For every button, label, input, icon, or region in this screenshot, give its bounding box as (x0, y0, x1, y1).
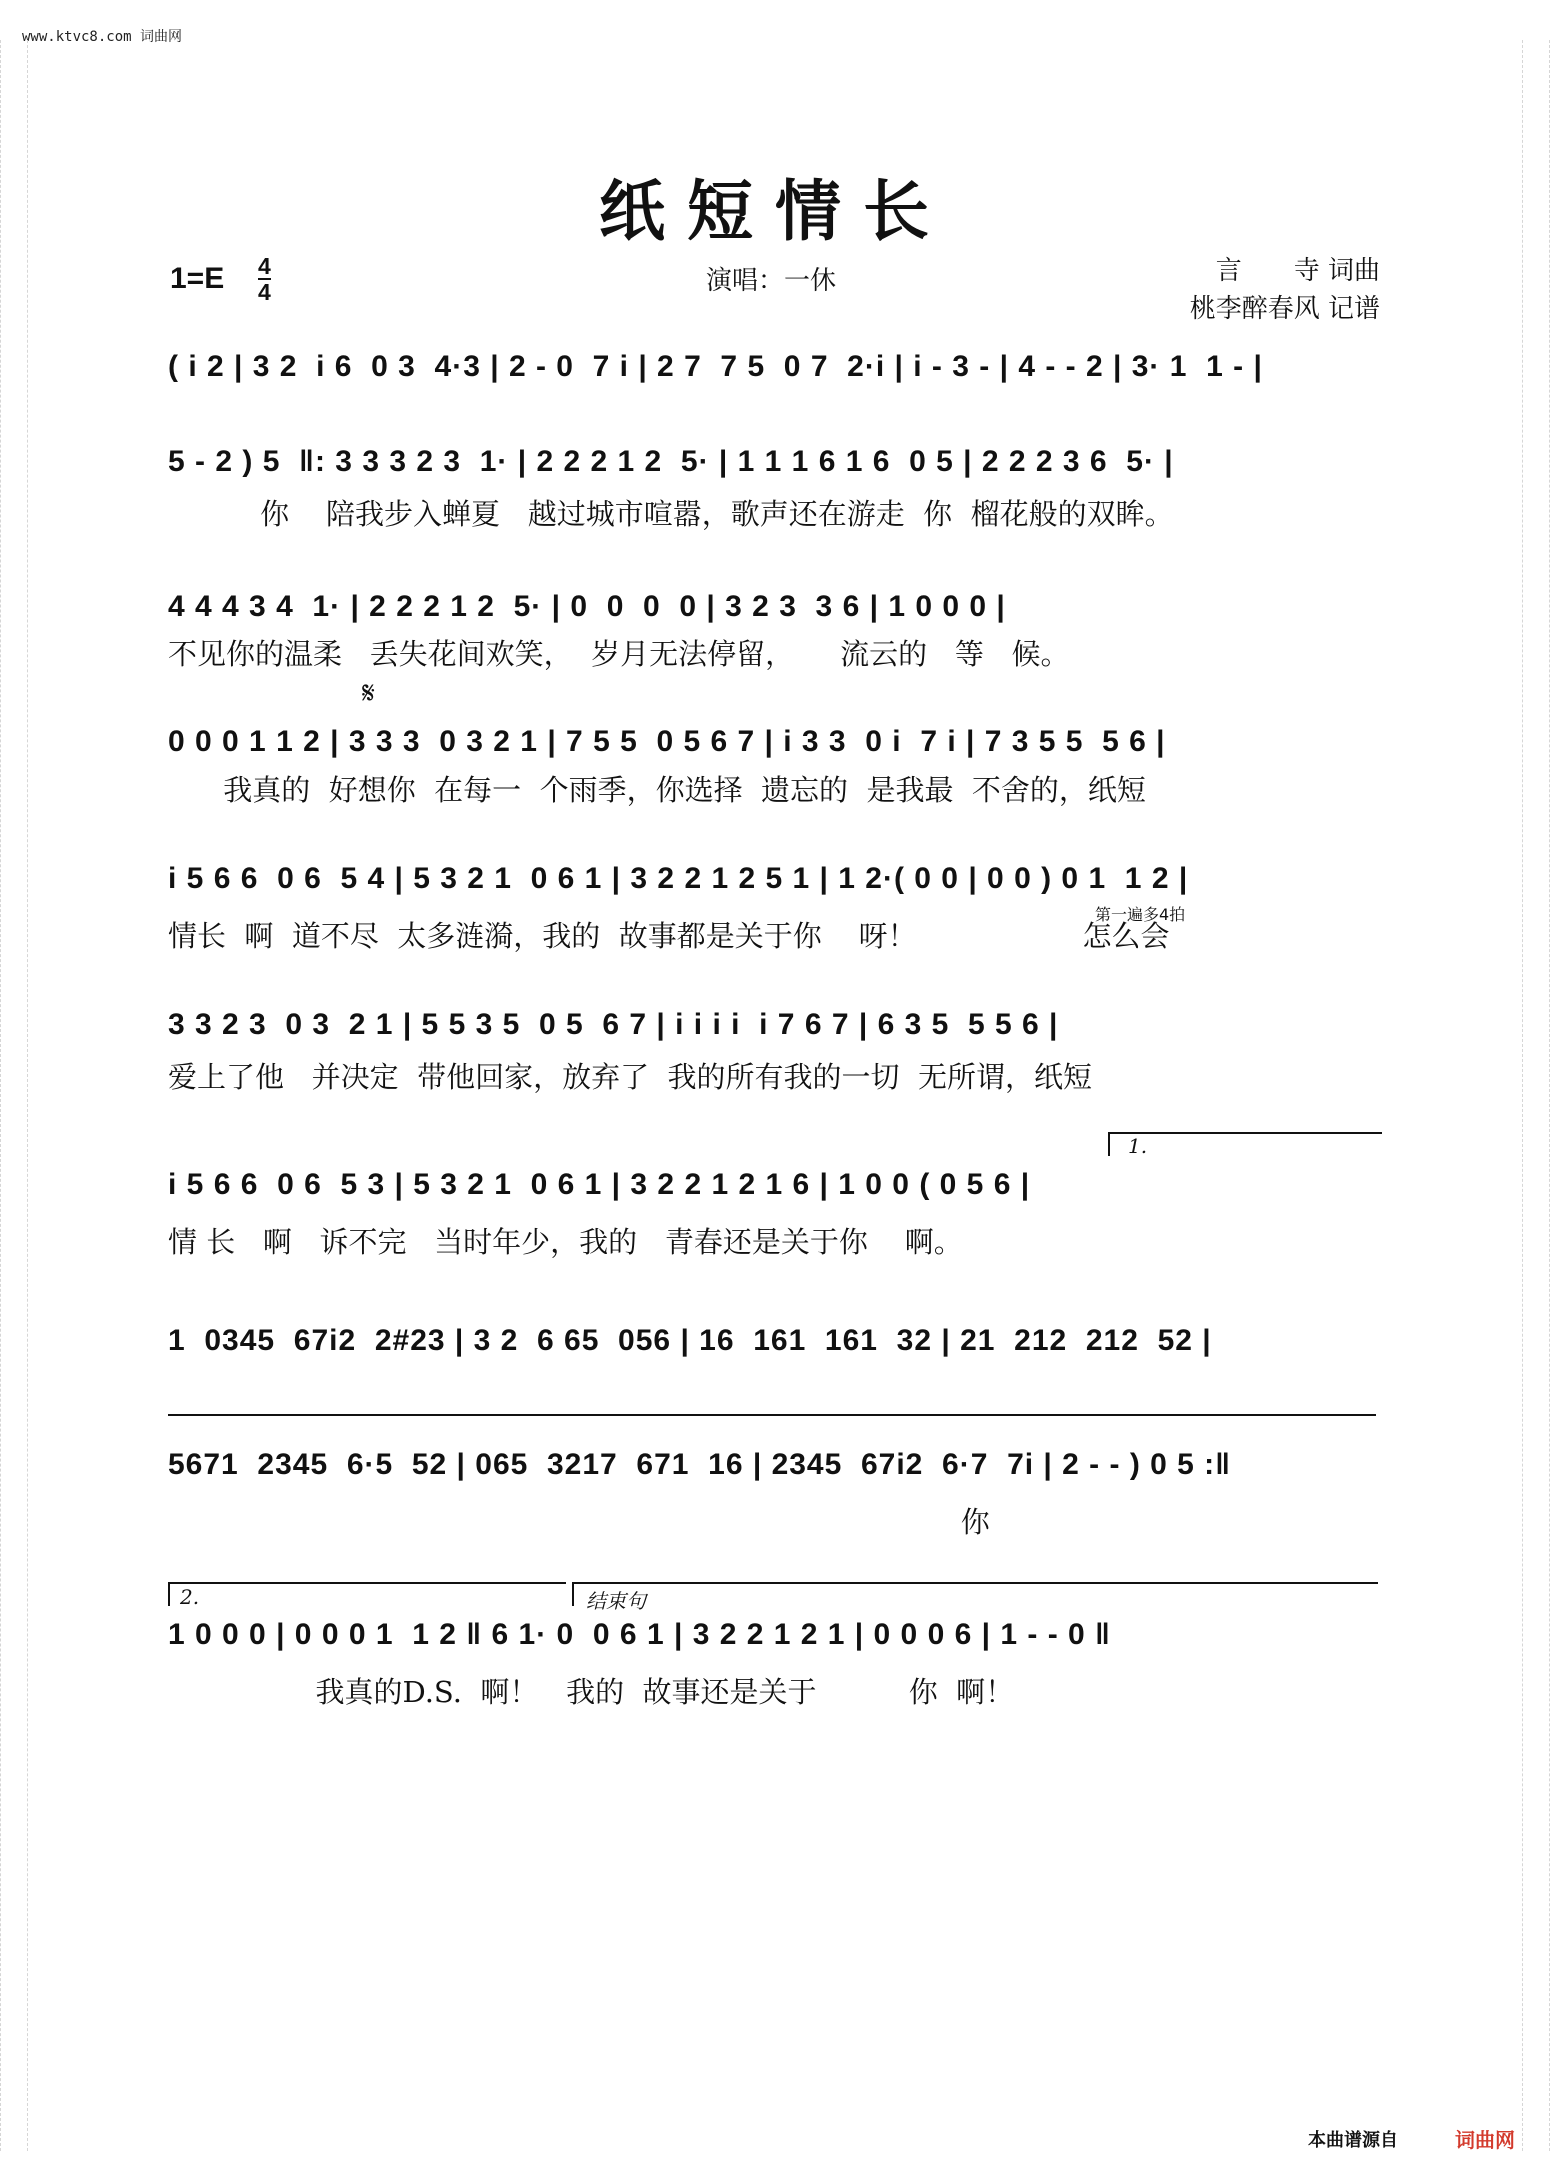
lyric-row-6: 爱上了他 并决定 带他回家，放弃了 我的所有我的一切 无所谓，纸短 (168, 1060, 1092, 1094)
footer-source: 本曲谱源自 (1308, 2130, 1398, 2151)
time-signature-bottom: 4 (258, 279, 271, 305)
key-signature: 1=E (170, 262, 225, 295)
lyric-row-9: 你 (168, 1505, 990, 1539)
lyric-row-5: 情长 啊 道不尽 太多涟漪，我的 故事都是关于你 呀！ 怎么会 (168, 919, 1170, 953)
notation-row-6: 3 3 2 3 0 3 2 1 | 5 5 3 5 0 5 6 7 | i i i i i 7 6 7 | 6 3 5 5 5 6 | (168, 1008, 1059, 1041)
lyric-row-10: 我真的D.S. 啊！ 我的 故事还是关于 你 啊！ (168, 1675, 1015, 1709)
volta-2-bracket (168, 1582, 566, 1606)
song-title: 纸短情长 (599, 172, 951, 250)
site-name: 词曲网 (140, 29, 183, 45)
volta-1-bracket (1108, 1132, 1382, 1156)
lyric-row-7: 情 长 啊 诉不完 当时年少，我的 青春还是关于你 啊。 (168, 1225, 963, 1259)
footer-brand[interactable]: 词曲网 (1455, 2128, 1515, 2152)
singer: 演唱：一休 (706, 266, 837, 296)
time-signature (258, 254, 271, 304)
volta-1-label: 1. (1128, 1134, 1148, 1158)
first-time-note: 第一遍多4拍 (1095, 905, 1186, 924)
site-url[interactable]: www.ktvc8.com (22, 29, 132, 45)
lyric-row-4: 我真的 好想你 在每一 个雨季，你选择 遗忘的 是我最 不舍的，纸短 (168, 773, 1146, 807)
lyric-row-3: 不见你的温柔 丢失花间欢笑， 岁月无法停留， 流云的 等 候。 (168, 637, 1070, 671)
segno-sign: 𝄋 (362, 676, 375, 711)
notation-row-2: 5 - 2 ) 5 ‖: 3 3 3 2 3 1· | 2 2 2 1 2 5· | 1 1 1 6 1 6 0 5 | 2 2 2 3 6 5· | (168, 445, 1174, 478)
repeat-bracket-line (168, 1414, 1376, 1416)
notation-row-1: ( i 2 | 3 2 i 6 0 3 4·3 | 2 - 0 7 i | 2 7 7 5 0 7 2·i | i - 3 - | 4 - - 2 | 3· 1 1 - | (168, 350, 1263, 383)
notation-row-10: 1 0 0 0 | 0 0 0 1 1 2 ‖ 6 1· 0 0 6 1 | 3 2 2 1 2 1 | 0 0 0 6 | 1 - - 0 ‖ (168, 1618, 1111, 1651)
left-watermark-strip (0, 40, 28, 2151)
site-header (22, 26, 182, 46)
ending-bracket (572, 1582, 1378, 1606)
notation-row-8: 1 0345 67i2 2#23 | 3 2 6 65 056 | 16 161 161 32 | 21 212 212 52 | (168, 1324, 1212, 1357)
right-watermark-strip (1522, 40, 1550, 2151)
transcriber: 桃李醉春风 记谱 (1189, 294, 1380, 324)
notation-row-7: i 5 6 6 0 6 5 3 | 5 3 2 1 0 6 1 | 3 2 2 1 2 1 6 | 1 0 0 ( 0 5 6 | (168, 1168, 1031, 1201)
notation-row-5: i 5 6 6 0 6 5 4 | 5 3 2 1 0 6 1 | 3 2 2 1 2 5 1 | 1 2·( 0 0 | 0 0 ) 0 1 1 2 | (168, 862, 1189, 895)
notation-row-4: 0 0 0 1 1 2 | 3 3 3 0 3 2 1 | 7 5 5 0 5 6 7 | i 3 3 0 i 7 i | 7 3 5 5 5 6 | (168, 725, 1166, 758)
volta-2-label: 2. (180, 1585, 200, 1609)
notation-row-3: 4 4 4 3 4 1· | 2 2 2 1 2 5· | 0 0 0 0 | 3 2 3 3 6 | 1 0 0 0 | (168, 590, 1006, 623)
lyricist: 言 寺 词曲 (1215, 256, 1380, 286)
lyric-row-2: 你 陪我步入蝉夏 越过城市喧嚣，歌声还在游走 你 榴花般的双眸。 (168, 497, 1174, 531)
ending-label: 结束句 (586, 1589, 646, 1613)
time-signature-top: 4 (258, 253, 271, 279)
credits (1190, 252, 1380, 328)
notation-row-9: 5671 2345 6·5 52 | 065 3217 671 16 | 2345 67i2 6·7 7i | 2 - - ) 0 5 :‖ (168, 1448, 1232, 1481)
